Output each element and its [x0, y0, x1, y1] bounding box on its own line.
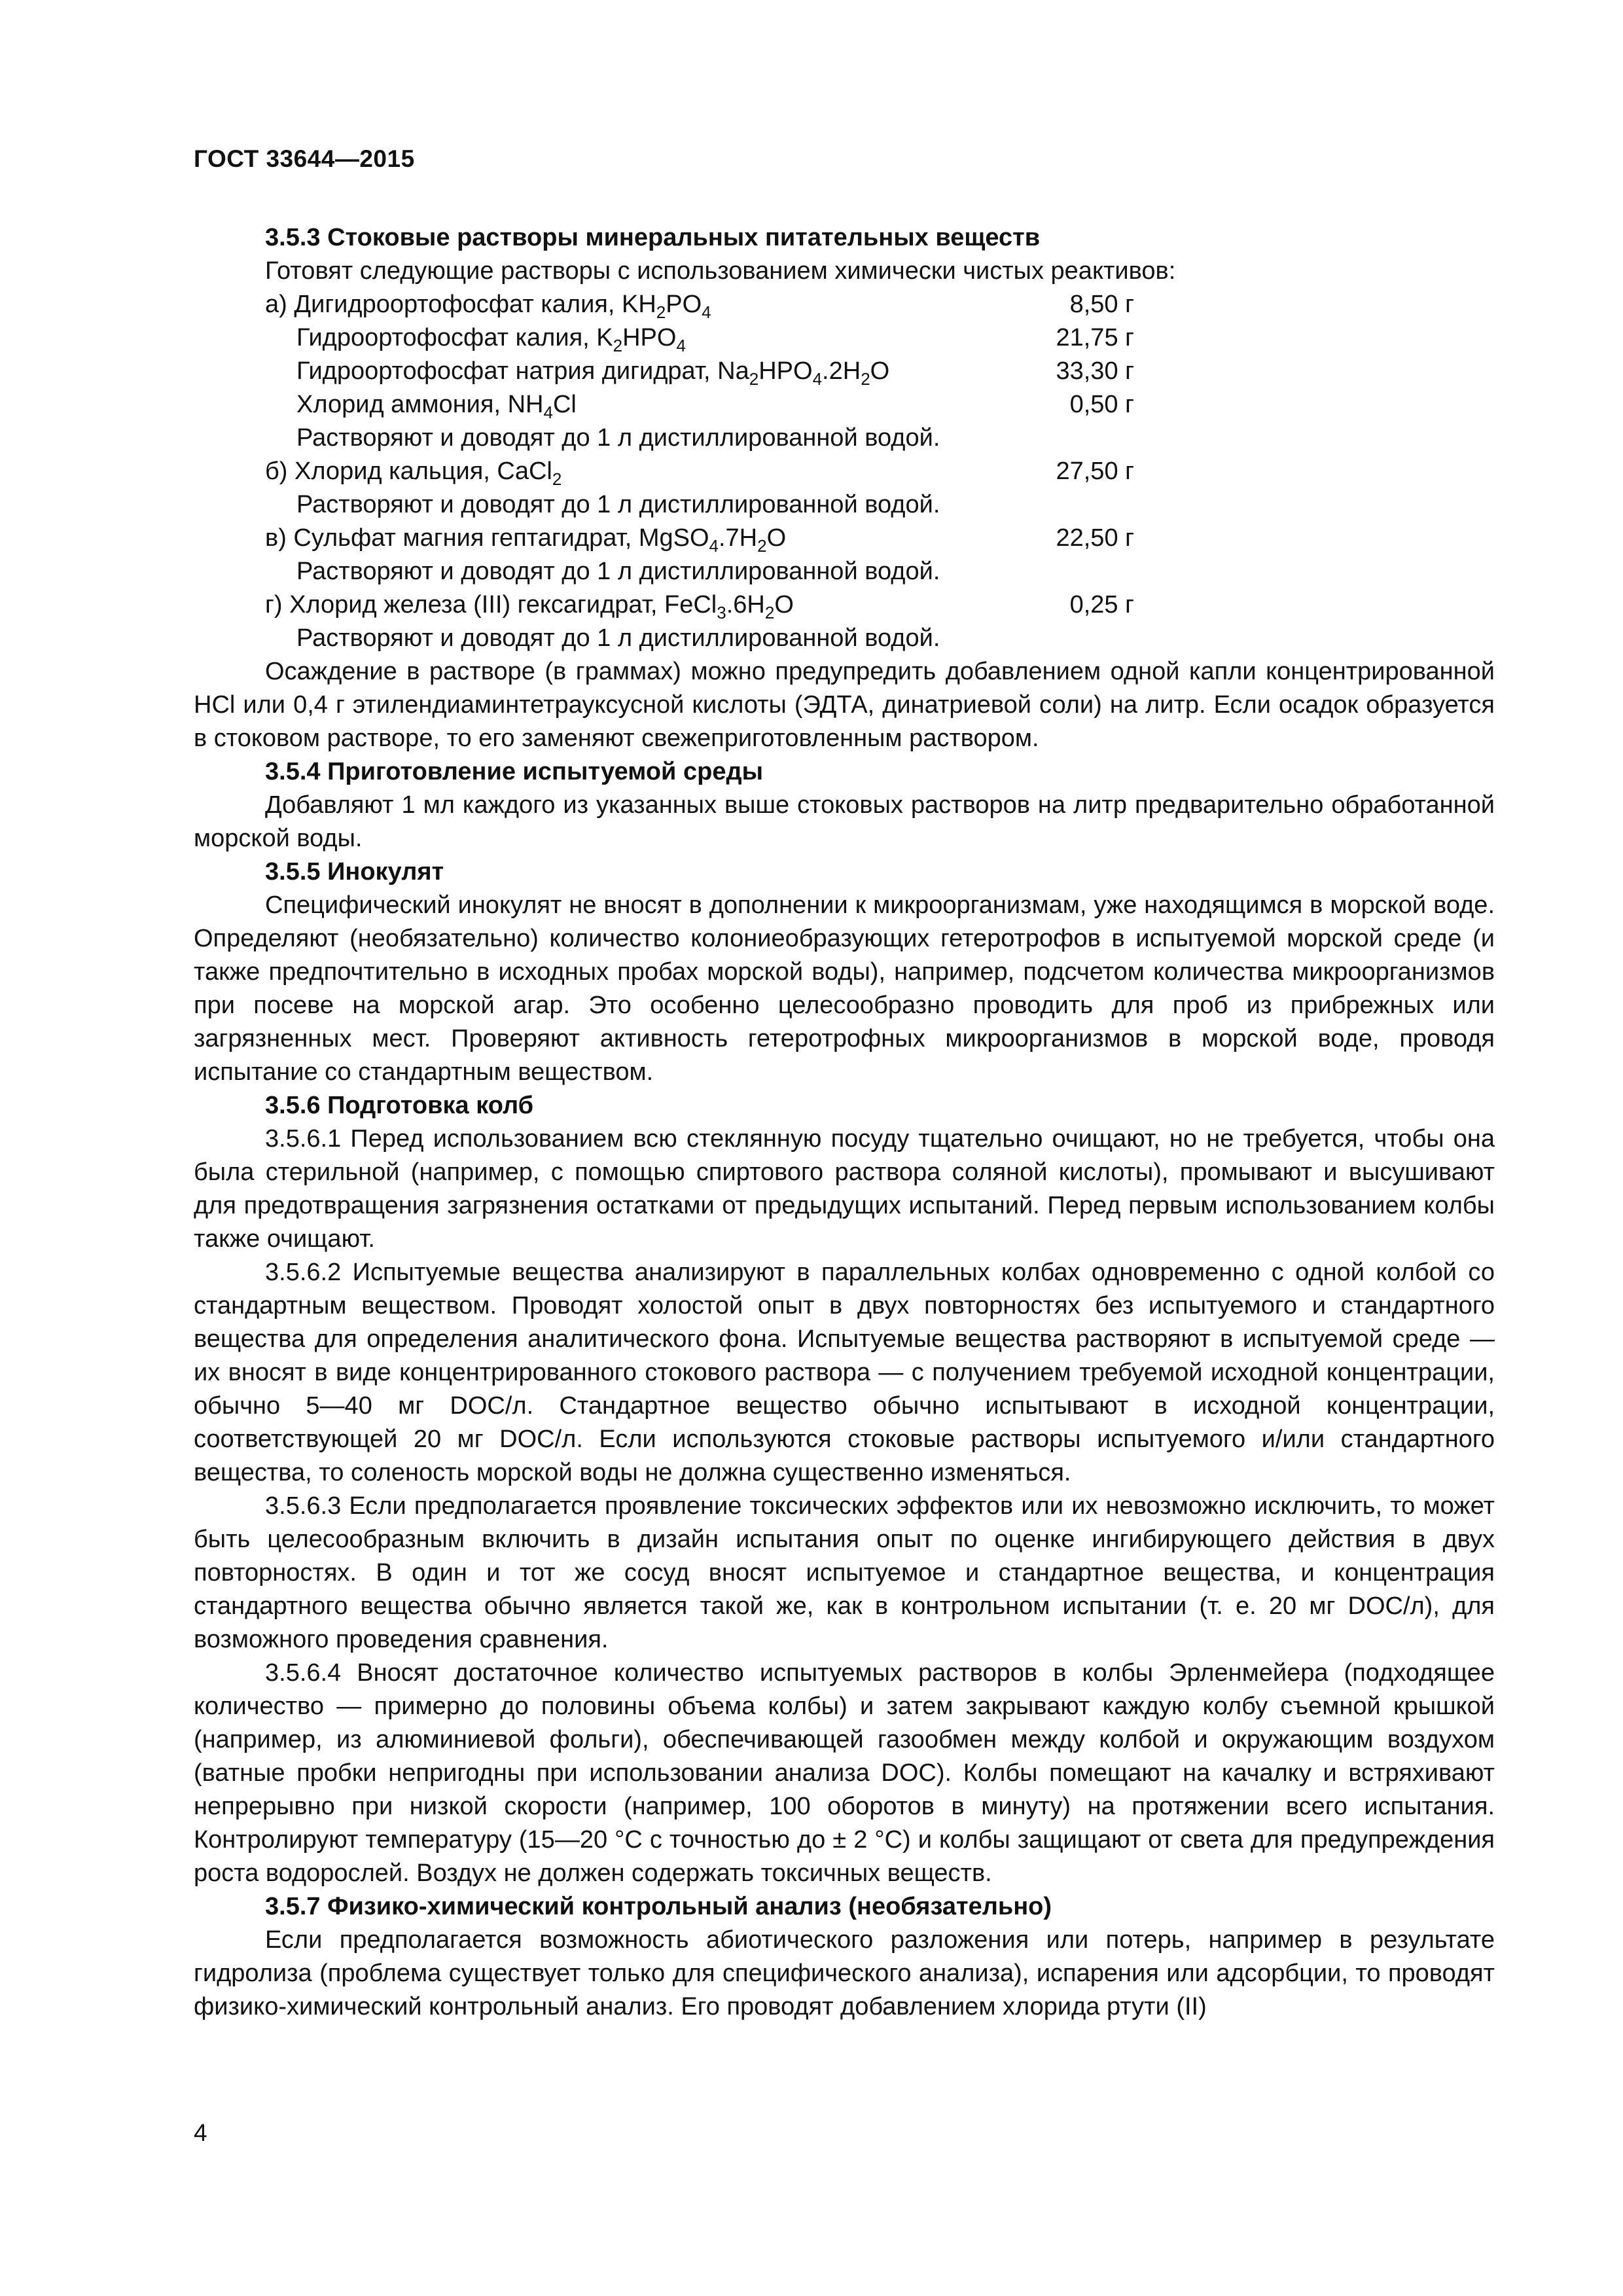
reagent-row — [265, 388, 1134, 422]
paragraph: 3.5.6.2 Испытуемые вещества анализируют в параллельных колбах одновременно с одной колбой со стандартным веществом. Проводят холостой опыт в двух повторностях без испытуемого и стандартного вещества для определения аналитического фона. Испытуемые вещества растворяют в испытуемой среде — их вносят в виде концентрированного стокового раствора — с получением требуемой исходной концентрации, обычно 5—40 мг DOC/л. Стандартное вещество обычно испытывают в исходной концентрации, соответствующей 20 мг DOC/л. Если используются стоковые растворы испытуемого и/или стандартного вещества, то соленость морской воды не должна существенно изменяться. — [194, 1259, 1495, 1486]
formula-part: O — [870, 357, 890, 385]
paragraph: Специфический инокулят не вносят в дополнении к микроорганизмам, уже находящимся в морской воде. Определяют (необязательно) количество колониеобразующих гетеротрофов в испытуемой морской среде (и также предпочтительно в исходных пробах морской воды), например, подсчетом количества микроорганизмов при посеве на морской агар. Это особенно целесообразно проводить для проб из прибрежных или загрязненных мест. Проверяют активность гетеротрофных микроорганизмов в морской воде, проводя испытание со стандартным веществом. — [194, 891, 1495, 1086]
reagent-row — [265, 321, 1134, 355]
reagent-amount: 0,25 г — [1069, 591, 1134, 619]
reagent-name — [265, 355, 1036, 388]
reagent-amount: 8,50 г — [1069, 291, 1134, 318]
section-heading: 3.5.7 Физико-химический контрольный анализ (необязательно) — [265, 1893, 1052, 1920]
reagent-label: Хлорид железа (III) гексагидрат, FeCl — [289, 591, 717, 619]
formula-subscript: 4 — [702, 302, 711, 322]
reagent-label: Гидроортофосфат калия, K — [296, 324, 613, 351]
formula-part: Cl — [552, 391, 577, 418]
reagent-label: Сульфат магния гептагидрат, MgSO — [293, 524, 709, 552]
paragraph: Готовят следующие растворы с использованием химически чистых реактивов: — [265, 257, 1176, 285]
section-heading: 3.5.6 Подготовка колб — [265, 1092, 534, 1119]
formula-part: .2H — [822, 357, 861, 385]
formula-part: PO — [666, 291, 702, 318]
reagent-amount: 21,75 г — [1056, 324, 1134, 351]
reagent-name — [265, 288, 1036, 321]
reagent-name — [265, 455, 1036, 488]
reagent-row — [265, 488, 1134, 522]
document-body — [194, 221, 1495, 2024]
reagent-name — [265, 321, 1036, 355]
paragraph: 3.5.6.1 Перед использованием всю стеклянную посуду тщательно очищают, но не требуется, чтобы она была стерильной (например, с помощью спиртового раствора соляной кислоты), промывают и высушивают для предотвращения загрязнения остатками от предыдущих испытаний. Перед первым использованием колбы также очищают. — [194, 1125, 1495, 1253]
reagent-note: Растворяют и доводят до 1 л дистиллированной водой. — [296, 624, 940, 652]
reagent-row — [265, 455, 1134, 488]
formula-subscript: 2 — [749, 369, 759, 389]
paragraph: 3.5.6.4 Вносят достаточное количество испытуемых растворов в колбы Эрленмейера (подходящее количество — примерно до половины объема колбы) и затем закрывают каждую колбу съемной крышкой (например, из алюминиевой фольги), обеспечивающей газообмен между колбой и окружающим воздухом (ватные пробки непригодны при использовании анализа DOC). Колбы помещают на качалку и встряхивают непрерывно при низкой скорости (например, 100 оборотов в минуту) на протяжении всего испытания. Контролируют температуру (15—20 °С с точностью до ± 2 °С) и колбы защищают от света для предупреждения роста водорослей. Воздух не должен содержать токсичных веществ. — [194, 1659, 1495, 1887]
reagent-label: Хлорид кальция, CaCl — [294, 457, 552, 485]
paragraph: Добавляют 1 мл каждого из указанных выше стоковых растворов на литр предварительно обработанной морской воды. — [194, 791, 1495, 852]
reagent-row — [265, 422, 1134, 455]
formula-subscript: 2 — [757, 536, 767, 556]
reagent-row — [265, 555, 1134, 588]
formula-subscript: 2 — [764, 603, 775, 622]
reagent-row — [265, 355, 1134, 388]
list-marker: а) — [265, 291, 294, 318]
formula-part: HPO — [622, 324, 677, 351]
reagent-amount: 27,50 г — [1056, 457, 1134, 485]
list-marker: б) — [265, 457, 294, 485]
reagent-name — [265, 588, 1036, 622]
reagent-amount: 33,30 г — [1056, 357, 1134, 385]
reagent-note: Растворяют и доводят до 1 л дистиллированной водой. — [296, 491, 940, 518]
formula-subscript: 4 — [812, 369, 823, 389]
section-heading: 3.5.4 Приготовление испытуемой среды — [265, 758, 764, 785]
list-marker: в) — [265, 524, 294, 552]
formula-part: O — [774, 591, 794, 619]
paragraph: Если предполагается возможность абиотического разложения или потерь, например в результате гидролиза (проблема существует только для специфического анализа), испарения или адсорбции, то проводят физико-химический контрольный анализ. Его проводят добавлением хлорида ртути (II) — [194, 1926, 1495, 2020]
reagent-amount: 0,50 г — [1069, 391, 1134, 418]
formula-part: .7H — [718, 524, 758, 552]
formula-subscript: 2 — [552, 469, 562, 489]
formula-subscript: 2 — [656, 302, 666, 322]
reagents-table — [265, 288, 1134, 655]
formula-subscript: 2 — [861, 369, 870, 389]
document-header: ГОСТ 33644—2015 — [194, 145, 415, 172]
reagent-label: Хлорид аммония, NH — [296, 391, 544, 418]
reagent-name — [265, 522, 1036, 555]
formula-subscript: 4 — [676, 336, 686, 355]
reagent-label: Дигидроортофосфат калия, KH — [294, 291, 656, 318]
formula-part: O — [766, 524, 787, 552]
list-marker: г) — [265, 591, 290, 619]
paragraph: 3.5.6.3 Если предполагается проявление токсических эффектов или их невозможно исключить, то может быть целесообразным включить в дизайн испытания опыт по оценке ингибирующего действия в двух повторностях. В один и тот же сосуд вносят испытуемое и стандартное вещества, и концентрация стандартного вещества обычно является такой же, как в контрольном испытании (т. е. 20 мг DOC/л), для возможного проведения сравнения. — [194, 1492, 1495, 1653]
formula-part: HPO — [758, 357, 813, 385]
reagent-row — [265, 588, 1134, 622]
formula-part: .6H — [726, 591, 765, 619]
reagent-note: Растворяют и доводят до 1 л дистиллированной водой. — [296, 424, 940, 452]
reagent-note: Растворяют и доводят до 1 л дистиллированной водой. — [296, 558, 940, 585]
paragraph: Осаждение в растворе (в граммах) можно предупредить добавлением одной капли концентрированной HCl или 0,4 г этилендиаминтетрауксусной кислоты (ЭДТА, динатриевой соли) на литр. Если осадок образуется в стоковом растворе, то его заменяют свежеприготовленным раствором. — [194, 658, 1495, 752]
reagent-row — [265, 288, 1134, 321]
page-number: 4 — [194, 2119, 207, 2146]
reagent-name — [265, 388, 1036, 422]
reagent-row — [265, 622, 1134, 655]
formula-subscript: 2 — [613, 336, 623, 355]
formula-subscript: 3 — [717, 603, 726, 622]
section-heading: 3.5.5 Инокулят — [265, 858, 444, 886]
formula-subscript: 4 — [709, 536, 719, 556]
reagent-row — [265, 522, 1134, 555]
section-heading: 3.5.3 Стоковые растворы минеральных питательных веществ — [265, 224, 1041, 251]
reagent-label: Гидроортофосфат натрия дигидрат, Na — [296, 357, 749, 385]
reagent-amount: 22,50 г — [1056, 524, 1134, 552]
formula-subscript: 4 — [543, 403, 553, 422]
